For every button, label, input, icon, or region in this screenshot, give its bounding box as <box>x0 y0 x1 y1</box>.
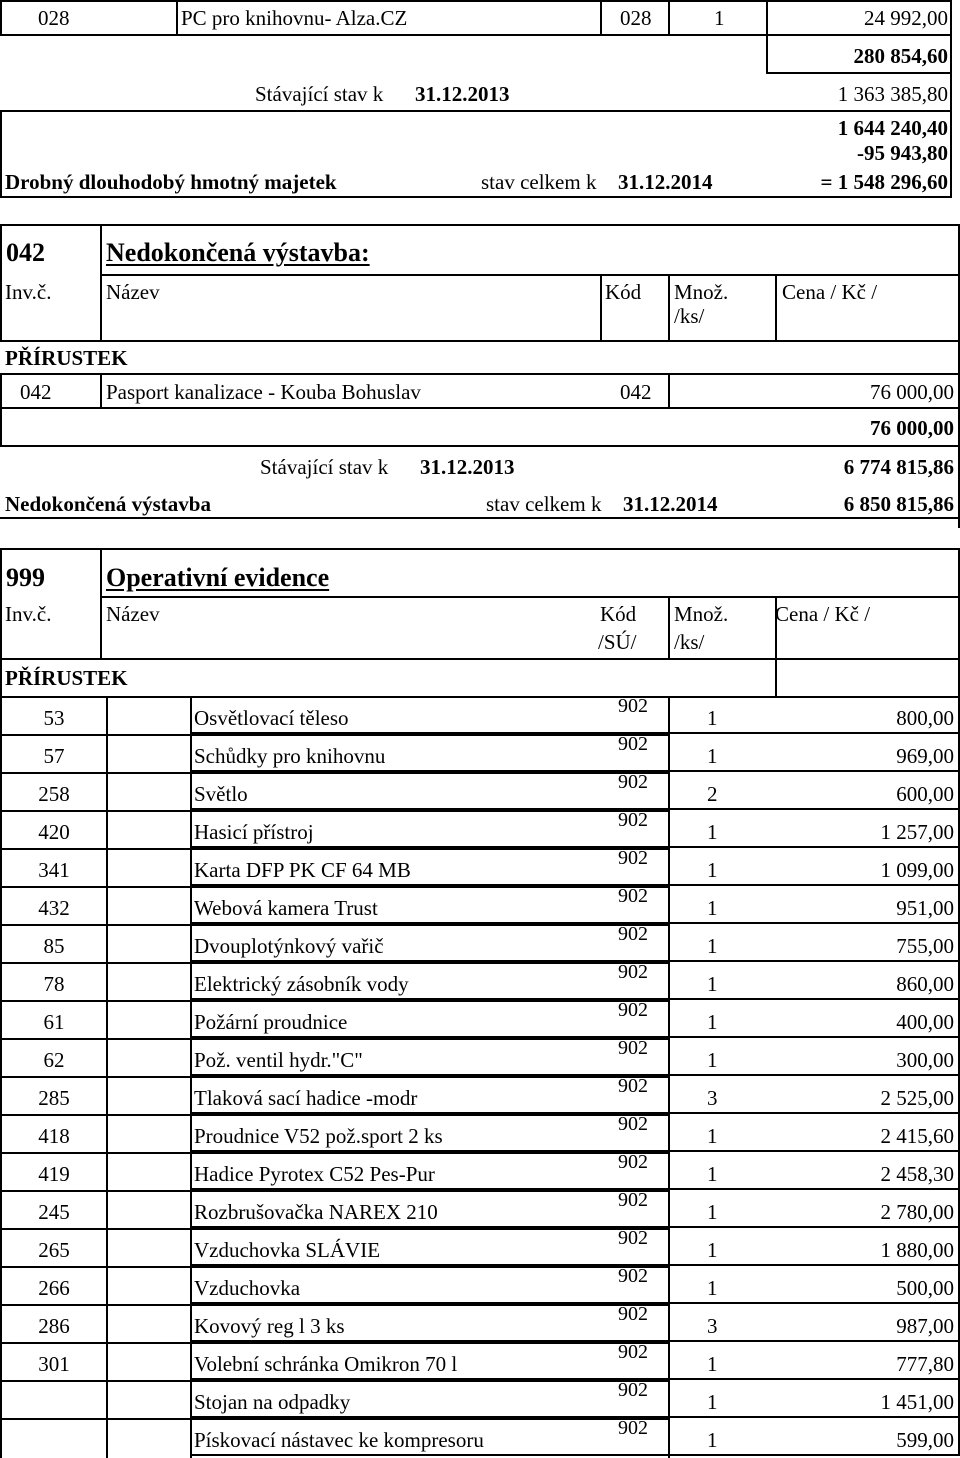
cell-mnoz: 3 <box>707 1314 718 1338</box>
cell-inv: 341 <box>38 858 70 882</box>
cell-cena: 2 415,60 <box>880 1124 954 1148</box>
cell-mnoz: 1 <box>707 1238 718 1262</box>
table-rule <box>106 1000 108 1040</box>
table-999 <box>0 696 960 1456</box>
table-rule <box>0 1342 2 1382</box>
cell-cena: 600,00 <box>896 782 954 806</box>
section-042-group-name: Nedokončená výstavba <box>5 492 211 516</box>
table-row <box>0 1380 960 1418</box>
cell-cena: 777,80 <box>896 1352 954 1376</box>
table-rule <box>106 696 108 736</box>
prirustek-042: PŘÍRUSTEK <box>5 346 128 370</box>
cell-mnoz: 1 <box>707 1352 718 1376</box>
cell-kod: 902 <box>618 1113 648 1135</box>
cell-cena: 400,00 <box>896 1010 954 1034</box>
table-row <box>0 1076 960 1114</box>
cell-mnoz: 1 <box>707 858 718 882</box>
table-rule <box>190 1038 192 1078</box>
cell-kod: 902 <box>618 847 648 869</box>
cell-nazev: Pískovací nástavec ke kompresoru <box>194 1428 484 1452</box>
table-rule <box>106 1266 108 1306</box>
cell-nazev: Vzduchovka SLÁVIE <box>194 1238 381 1262</box>
row-nazev: PC pro knihovnu- Alza.CZ <box>181 6 408 30</box>
table-rule <box>106 1380 108 1420</box>
cell-inv: 418 <box>38 1124 70 1148</box>
cell-kod: 902 <box>618 695 648 717</box>
cell-cena: 755,00 <box>896 934 954 958</box>
table-rule <box>190 1190 192 1230</box>
table-rule <box>0 962 670 964</box>
table-rule <box>0 1266 670 1268</box>
table-rule <box>0 962 2 1002</box>
cell-nazev: Proudnice V52 pož.sport 2 ks <box>194 1124 443 1148</box>
table-rule <box>190 696 192 736</box>
section-042-celkem-date: 31.12.2014 <box>623 492 718 516</box>
top-stav-label: Stávající stav k <box>255 82 384 106</box>
table-rule <box>190 772 192 812</box>
table-rule <box>0 1380 670 1382</box>
cell-mnoz: 1 <box>707 1390 718 1414</box>
table-row <box>0 1342 960 1380</box>
table-rule <box>0 1228 2 1268</box>
table-rule <box>190 1152 192 1192</box>
cell-inv: 78 <box>43 972 65 996</box>
table-rule <box>0 734 2 774</box>
row-042-inv: 042 <box>20 380 52 404</box>
section-042-stav-label: Stávající stav k <box>260 455 389 479</box>
table-rule <box>668 1228 670 1268</box>
table-rule <box>668 1076 670 1116</box>
cell-inv: 432 <box>38 896 70 920</box>
section-042-celkem-value: 6 850 815,86 <box>843 492 954 516</box>
cell-cena: 2 525,00 <box>880 1086 954 1110</box>
table-rule <box>106 1418 108 1458</box>
table-rule <box>106 1152 108 1192</box>
section-042-stav-value: 6 774 815,86 <box>843 455 954 479</box>
table-rule <box>0 734 670 736</box>
cell-mnoz: 1 <box>707 934 718 958</box>
section-042-subtotal: 76 000,00 <box>870 416 954 440</box>
table-rule <box>0 1190 670 1192</box>
table-row <box>0 1038 960 1076</box>
table-rule <box>0 1228 670 1230</box>
table-rule <box>190 962 192 1002</box>
cell-kod: 902 <box>618 733 648 755</box>
table-row <box>0 696 960 734</box>
table-rule <box>668 1380 670 1420</box>
cell-nazev: Požární proudnice <box>194 1010 348 1034</box>
cell-nazev: Stojan na odpadky <box>194 1390 351 1414</box>
table-rule <box>190 886 192 926</box>
table-rule <box>668 1000 670 1040</box>
row-inv: 028 <box>38 6 70 30</box>
table-row <box>0 1418 960 1456</box>
table-rule <box>190 1418 192 1458</box>
cell-inv: 419 <box>38 1162 70 1186</box>
cell-mnoz: 2 <box>707 782 718 806</box>
table-rule <box>0 1114 670 1116</box>
row-mnoz: 1 <box>714 6 725 30</box>
top-celkem-value: = 1 548 296,60 <box>820 170 948 194</box>
cell-mnoz: 1 <box>707 1162 718 1186</box>
cell-cena: 1 880,00 <box>880 1238 954 1262</box>
cell-inv: 61 <box>43 1010 65 1034</box>
cell-cena: 969,00 <box>896 744 954 768</box>
cell-kod: 902 <box>618 961 648 983</box>
cell-nazev: Kovový reg l 3 ks <box>194 1314 345 1338</box>
table-rule <box>668 734 670 774</box>
table-rule <box>0 696 2 736</box>
cell-kod: 902 <box>618 1151 648 1173</box>
cell-mnoz: 1 <box>707 1048 718 1072</box>
table-rule <box>668 696 960 698</box>
table-rule <box>190 1228 192 1268</box>
hdr-999-mnoz: Množ. <box>674 602 729 626</box>
cell-kod: 902 <box>618 771 648 793</box>
cell-nazev: Hasicí přístroj <box>194 820 314 844</box>
cell-kod: 902 <box>618 809 648 831</box>
hdr-999-su: /SÚ/ <box>598 630 637 654</box>
row-042-kod: 042 <box>620 380 652 404</box>
table-rule <box>0 1190 2 1230</box>
top-stav-date: 31.12.2013 <box>415 82 510 106</box>
table-rule <box>668 810 670 850</box>
section-042-title: Nedokončená výstavba: <box>106 238 370 267</box>
cell-inv: 266 <box>38 1276 70 1300</box>
table-rule <box>0 848 670 850</box>
cell-kod: 902 <box>618 923 648 945</box>
hdr-999-ks: /ks/ <box>674 630 705 654</box>
cell-kod: 902 <box>618 1379 648 1401</box>
table-rule <box>0 848 2 888</box>
table-row <box>0 1114 960 1152</box>
row-042-nazev: Pasport kanalizace - Kouba Bohuslav <box>106 380 421 404</box>
section-042-number: 042 <box>6 238 45 267</box>
table-rule <box>0 886 670 888</box>
cell-nazev: Hadice Pyrotex C52 Pes-Pur <box>194 1162 435 1186</box>
cell-inv: 285 <box>38 1086 70 1110</box>
table-rule <box>0 1152 2 1192</box>
section-999-number: 999 <box>6 563 45 592</box>
table-rule <box>0 1342 670 1344</box>
table-row <box>0 1228 960 1266</box>
table-rule <box>106 772 108 812</box>
table-rule <box>0 810 670 812</box>
table-rule <box>190 1266 192 1306</box>
cell-cena: 860,00 <box>896 972 954 996</box>
cell-nazev: Pož. ventil hydr."C" <box>194 1048 363 1072</box>
table-rule <box>668 848 670 888</box>
table-rule <box>106 1304 108 1344</box>
cell-nazev: Tlaková sací hadice -modr <box>194 1086 418 1110</box>
top-minus: -95 943,80 <box>857 141 948 165</box>
table-rule <box>668 772 670 812</box>
top-subtotal: 280 854,60 <box>853 44 948 68</box>
table-rule <box>668 1304 670 1344</box>
cell-kod: 902 <box>618 885 648 907</box>
cell-nazev: Webová kamera Trust <box>194 896 378 920</box>
table-row <box>0 734 960 772</box>
table-rule <box>0 696 670 698</box>
cell-nazev: Osvětlovací těleso <box>194 706 349 730</box>
table-rule <box>190 1114 192 1154</box>
cell-mnoz: 1 <box>707 744 718 768</box>
cell-inv: 286 <box>38 1314 70 1338</box>
row-cena: 24 992,00 <box>864 6 948 30</box>
table-rule <box>190 1380 192 1420</box>
table-rule <box>0 1266 2 1306</box>
table-rule <box>0 1418 2 1458</box>
cell-mnoz: 1 <box>707 896 718 920</box>
hdr-999-kod: Kód <box>600 602 637 626</box>
section-042-stav-date: 31.12.2013 <box>420 455 515 479</box>
hdr-kod: Kód <box>605 280 642 304</box>
cell-kod: 902 <box>618 1417 648 1439</box>
hdr-nazev: Název <box>106 280 160 304</box>
hdr-999-cena: Cena / Kč / <box>775 602 871 626</box>
cell-nazev: Světlo <box>194 782 248 806</box>
cell-nazev: Dvouplotýnkový vařič <box>194 934 384 958</box>
table-rule <box>668 962 670 1002</box>
cell-cena: 599,00 <box>896 1428 954 1452</box>
table-rule <box>0 1038 2 1078</box>
cell-mnoz: 1 <box>707 1124 718 1148</box>
cell-cena: 500,00 <box>896 1276 954 1300</box>
cell-mnoz: 1 <box>707 1276 718 1300</box>
table-rule <box>0 1000 2 1040</box>
table-rule <box>0 1038 670 1040</box>
table-rule <box>190 734 192 774</box>
cell-nazev: Elektrický zásobník vody <box>194 972 409 996</box>
table-rule <box>190 810 192 850</box>
cell-inv: 245 <box>38 1200 70 1224</box>
cell-kod: 902 <box>618 1227 648 1249</box>
cell-mnoz: 1 <box>707 1010 718 1034</box>
cell-nazev: Vzduchovka <box>194 1276 301 1300</box>
cell-kod: 902 <box>618 1037 648 1059</box>
table-rule <box>0 1380 2 1420</box>
table-row <box>0 810 960 848</box>
table-rule <box>106 1228 108 1268</box>
table-rule <box>106 810 108 850</box>
table-row <box>0 1152 960 1190</box>
top-stav-value: 1 363 385,80 <box>837 82 948 106</box>
cell-kod: 902 <box>618 1075 648 1097</box>
top-group-name: Drobný dlouhodobý hmotný majetek <box>5 170 337 194</box>
cell-inv: 258 <box>38 782 70 806</box>
section-042-celkem-label: stav celkem k <box>486 492 602 516</box>
cell-cena: 1 451,00 <box>880 1390 954 1414</box>
top-celkem-label: stav celkem k <box>481 170 597 194</box>
row-kod: 028 <box>620 6 652 30</box>
cell-inv: 85 <box>43 934 65 958</box>
cell-kod: 902 <box>618 999 648 1021</box>
table-rule <box>668 1418 670 1458</box>
cell-cena: 951,00 <box>896 896 954 920</box>
table-row <box>0 1190 960 1228</box>
table-rule <box>190 1304 192 1344</box>
table-rule <box>106 734 108 774</box>
cell-mnoz: 1 <box>707 706 718 730</box>
table-rule <box>0 1152 670 1154</box>
table-rule <box>106 848 108 888</box>
table-rule <box>0 1418 670 1420</box>
table-rule <box>106 886 108 926</box>
table-rule <box>668 886 670 926</box>
top-total-plus: 1 644 240,40 <box>837 116 948 140</box>
cell-nazev: Schůdky pro knihovnu <box>194 744 386 768</box>
table-row <box>0 1266 960 1304</box>
table-rule <box>0 1076 670 1078</box>
table-rule <box>190 924 192 964</box>
cell-kod: 902 <box>618 1265 648 1287</box>
table-rule <box>106 962 108 1002</box>
table-rule <box>668 1190 670 1230</box>
table-row <box>0 772 960 810</box>
cell-inv: 57 <box>43 744 65 768</box>
table-rule <box>0 1000 670 1002</box>
cell-inv: 265 <box>38 1238 70 1262</box>
table-rule <box>0 924 2 964</box>
hdr-inv: Inv.č. <box>5 280 52 304</box>
table-rule <box>668 696 670 736</box>
cell-cena: 300,00 <box>896 1048 954 1072</box>
table-rule <box>0 886 2 926</box>
table-rule <box>106 1342 108 1382</box>
table-row <box>0 886 960 924</box>
table-rule <box>106 1190 108 1230</box>
cell-cena: 2 458,30 <box>880 1162 954 1186</box>
cell-cena: 987,00 <box>896 1314 954 1338</box>
table-rule <box>0 1304 670 1306</box>
cell-nazev: Volební schránka Omikron 70 l <box>194 1352 458 1376</box>
table-rule <box>190 1000 192 1040</box>
table-rule <box>0 1076 2 1116</box>
table-rule <box>668 1266 670 1306</box>
cell-cena: 2 780,00 <box>880 1200 954 1224</box>
table-rule <box>106 1114 108 1154</box>
cell-inv: 62 <box>43 1048 65 1072</box>
cell-nazev: Rozbrušovačka NAREX 210 <box>194 1200 438 1224</box>
cell-cena: 1 257,00 <box>880 820 954 844</box>
table-rule <box>106 924 108 964</box>
table-rule <box>106 1076 108 1116</box>
hdr-mnoz: Množ. <box>674 280 729 304</box>
cell-mnoz: 1 <box>707 1200 718 1224</box>
table-rule <box>190 1342 192 1382</box>
table-row <box>0 1304 960 1342</box>
table-rule <box>190 848 192 888</box>
cell-kod: 902 <box>618 1303 648 1325</box>
table-rule <box>668 1342 670 1382</box>
cell-inv: 420 <box>38 820 70 844</box>
table-rule <box>0 1304 2 1344</box>
table-rule <box>106 1038 108 1078</box>
table-row <box>0 848 960 886</box>
hdr-999-nazev: Název <box>106 602 160 626</box>
hdr-cena: Cena / Kč / <box>782 280 878 304</box>
cell-cena: 800,00 <box>896 706 954 730</box>
table-rule <box>0 772 2 812</box>
cell-cena: 1 099,00 <box>880 858 954 882</box>
cell-inv: 301 <box>38 1352 70 1376</box>
cell-mnoz: 1 <box>707 972 718 996</box>
table-rule <box>190 1076 192 1116</box>
prirustek-999: PŘÍRUSTEK <box>5 666 128 690</box>
section-999-title: Operativní evidence <box>106 563 330 592</box>
cell-kod: 902 <box>618 1189 648 1211</box>
table-rule <box>668 1114 670 1154</box>
table-rule <box>668 1038 670 1078</box>
cell-kod: 902 <box>618 1341 648 1363</box>
top-celkem-date: 31.12.2014 <box>618 170 713 194</box>
table-rule <box>0 810 2 850</box>
cell-mnoz: 1 <box>707 1428 718 1452</box>
table-row <box>0 962 960 1000</box>
table-rule <box>0 924 670 926</box>
hdr-ks: /ks/ <box>674 304 705 328</box>
table-rule <box>668 924 670 964</box>
hdr-999-inv: Inv.č. <box>5 602 52 626</box>
row-042-cena: 76 000,00 <box>870 380 954 404</box>
table-row <box>0 1000 960 1038</box>
table-rule <box>0 772 670 774</box>
table-row <box>0 924 960 962</box>
table-rule <box>668 1152 670 1192</box>
cell-mnoz: 3 <box>707 1086 718 1110</box>
cell-mnoz: 1 <box>707 820 718 844</box>
cell-nazev: Karta DFP PK CF 64 MB <box>194 858 411 882</box>
cell-inv: 53 <box>43 706 65 730</box>
table-rule <box>0 1114 2 1154</box>
